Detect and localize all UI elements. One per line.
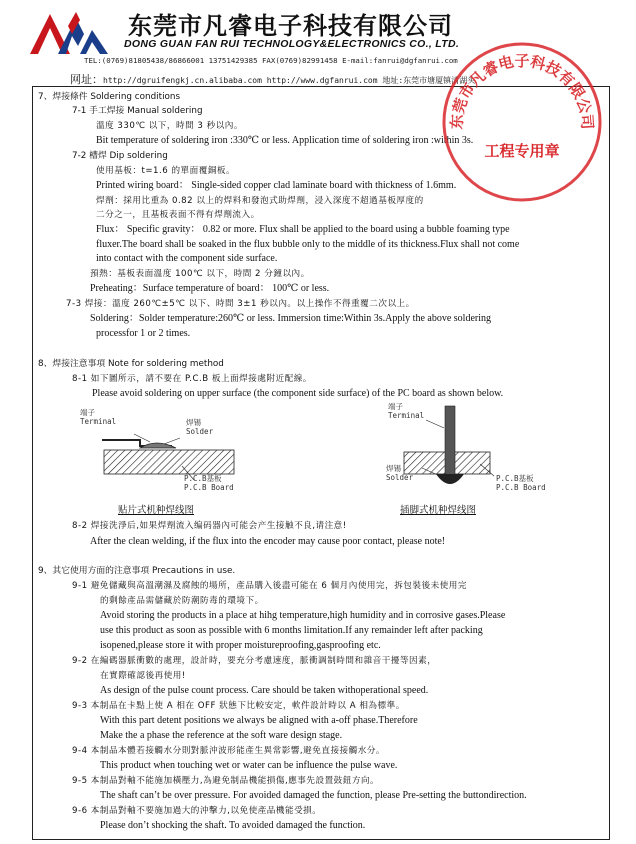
section-7-3-en-1: Soldering：Solder temperature:260℃ or less. Immersion time:Within 3s.Apply the above soldering xyxy=(90,313,491,324)
section-7-1-en: Bit temperature of soldering iron :330℃ or less. Application time of soldering iron :within 3s. xyxy=(96,135,474,146)
company-logo-icon xyxy=(28,8,110,56)
company-name-en: DONG GUAN FAN RUI TECHNOLOGY&ELECTRONICS CO., LTD. xyxy=(124,38,460,50)
stamp-center-text: 工程专用章 xyxy=(484,142,560,160)
section-7-2-preheat-cn: 預熱：基板表面溫度 100℃ 以下，時間 2 分鐘以內。 xyxy=(90,269,310,279)
right-solder-en: Solder xyxy=(386,473,414,482)
left-solder-cn: 焊锡 xyxy=(186,418,201,427)
section-8-2-cn: 8-2 焊接洗淨后,如果焊劑流入编码器內可能会产生接触不良,请注意! xyxy=(72,521,347,531)
right-terminal-en: Terminal xyxy=(388,411,425,420)
section-7-3-cn: 7-3 焊接：溫度 260℃±5℃ 以下、時間 3±1 秒以內。以上操作不得重覆二次以上。 xyxy=(66,299,415,309)
section-7-2-title: 7-2 槽焊 Dip soldering xyxy=(72,151,168,161)
section-9-2-cn-2: 在實際確認後再使用! xyxy=(100,671,186,681)
section-7-2-flux-cn-2: 二分之一，且基板表面不得有焊劑流入。 xyxy=(96,210,260,220)
stamp-arc-text: 东莞市凡睿电子科技有限公司 xyxy=(447,52,597,130)
left-diagram-caption: 贴片式机种焊线图 xyxy=(118,505,195,516)
right-solder-cn: 焊锡 xyxy=(386,464,401,473)
section-9-6-en: Please don’t shocking the shaft. To avoided damaged the function. xyxy=(100,820,366,831)
left-terminal-label xyxy=(80,408,116,426)
section-7-1-cn: 溫度 330℃ 以下，時間 3 秒以內。 xyxy=(96,121,243,131)
section-7-2-flux-en-1: Flux： Specific gravity： 0.82 or more. Flux shall be applied to the board using a bubble foaming type xyxy=(96,224,510,235)
section-9-3-cn: 9-3 本制品在卡點上使 A 相在 OFF 狀態下比較安定，軟件設計時以 A 相為標準。 xyxy=(72,701,405,711)
website-urls: http://dgruifengkj.cn.alibaba.com http://www.dgfanrui.com 地址:东莞市塘厦镇清湖头 xyxy=(103,76,476,85)
website-label: 网址： xyxy=(70,73,103,86)
section-9-3-en-2: Make the a phase the reference at the soft ware design stage. xyxy=(100,730,343,741)
right-solder-label xyxy=(386,464,413,482)
right-pcb-label xyxy=(496,474,546,492)
section-7-2-flux-en-2: fluxer.The board shall be soaked in the flux bubble only to the middle of its thickness.Flux shall not come xyxy=(96,239,520,250)
company-name-cn: 东莞市凡睿电子科技有限公司 xyxy=(128,12,453,40)
left-terminal-en: Terminal xyxy=(80,417,117,426)
right-diagram-caption: 插脚式机种焊线图 xyxy=(400,505,477,516)
section-9-2-en: As design of the pulse count process. Care should be taken withoperational speed. xyxy=(100,685,429,696)
section-9-4-en: This product when touching wet or water can be influence the pulse wave. xyxy=(100,760,398,771)
section-9-1-en-3: isopened,please store it with proper moistureproofing,gasproofing etc. xyxy=(100,640,381,651)
section-7-2-preheat-en: Preheating：Surface temperature of board： 100℃ or less. xyxy=(90,283,330,294)
section-7-3-en-2: processfor 1 or 2 times. xyxy=(96,328,191,339)
section-9-2-cn-1: 9-2 在編碼器脈衝數的處理，設計時，要充分考慮速度，脈衝調制時間和雜音干擾等因素， xyxy=(72,656,437,666)
section-7-title: 7、焊接條件 Soldering conditions xyxy=(38,92,181,102)
section-8-1-cn: 8-1 如下圖所示，請不要在 P.C.B 板上面焊接處附近配線。 xyxy=(72,374,312,384)
right-pcb-cn: P.C.B基板 xyxy=(496,474,534,483)
section-7-2-board-en: Printed wiring board： Single-sided copper clad laminate board with thickness of 1.6mm. xyxy=(96,180,457,191)
section-7-1-title: 7-1 手工焊接 Manual soldering xyxy=(72,106,203,116)
left-terminal-cn: 端子 xyxy=(80,408,95,417)
section-9-5-cn: 9-5 本制品對軸不能施加橫壓力,為避免制品機能損傷,應事先設置鼓鈕方向。 xyxy=(72,776,380,786)
left-pcb-label xyxy=(184,474,234,492)
left-solder-en: Solder xyxy=(186,427,214,436)
engineering-seal-stamp xyxy=(436,34,606,204)
left-pcb-en: P.C.B Board xyxy=(184,483,234,492)
section-9-1-cn-2: 的剩餘產品需儲藏於防潮防毒的環境下。 xyxy=(100,596,264,606)
section-7-2-flux-en-3: into contact with the component side surface. xyxy=(96,253,278,264)
section-7-2-board-cn: 使用基板：t=1.6 的單面覆銅板。 xyxy=(96,166,236,176)
section-9-6-cn: 9-6 本制品對軸不要施加過大的沖擊力,以免使產品機能受損。 xyxy=(72,806,322,816)
section-9-1-en-1: Avoid storing the products in a place at hihg temperature,high humidity and in corrosive gases.Please xyxy=(100,610,506,621)
section-7-2-flux-cn-1: 焊劑：採用比重為 0.82 以上的焊料和發泡式助焊劑，浸入深度不超過基板厚度的 xyxy=(96,196,424,206)
section-9-1-en-2: use this product as soon as possible with 6 months limitation.If any remainder left after packing xyxy=(100,625,483,636)
section-9-3-en-1: With this part detent positions we always be aligned with a-off phase.Therefore xyxy=(100,715,418,726)
website-line xyxy=(70,71,475,87)
section-9-4-cn: 9-4 本制品本體若接觸水分則對脈沖波形能產生異常影響,避免直接接觸水分。 xyxy=(72,746,386,756)
section-8-2-en: After the clean welding, if the flux into the encoder may cause poor contact, please note! xyxy=(90,536,446,547)
contact-info: TEL:(0769)81805438/86866001 13751429385 FAX(0769)82991458 E-mail:fanrui@dgfanrui.com xyxy=(84,56,458,65)
section-9-1-cn-1: 9-1 避免儲藏與高溫潮濕及腐蝕的場所，產品購入後盡可能在 6 個月內使用完，拆包裝後未使用完 xyxy=(72,581,467,591)
left-solder-label xyxy=(186,418,213,436)
right-terminal-cn: 端子 xyxy=(388,402,403,411)
section-9-5-en: The shaft can’t be over pressure. For avoided damaged the function, please Pre-setting the buttondirection. xyxy=(100,790,527,801)
section-8-title: 8、焊接注意事項 Note for soldering method xyxy=(38,359,224,369)
section-9-title: 9、其它使用方面的注意事項 Precautions in use. xyxy=(38,566,236,576)
section-8-1-en: Please avoid soldering on upper surface (the component side surface) of the PC board as shown below. xyxy=(92,388,504,399)
right-terminal-label xyxy=(388,402,424,420)
left-pcb-cn: P.C.B基板 xyxy=(184,474,222,483)
right-pcb-en: P.C.B Board xyxy=(496,483,546,492)
